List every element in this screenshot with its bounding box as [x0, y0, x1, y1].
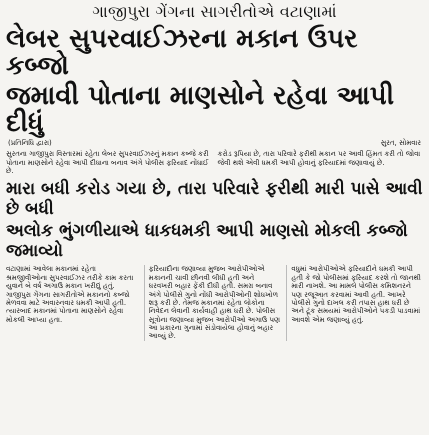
lead-column-1: સુરતના ગાજીપુરા વિસ્તારમાં રહેતા લેબર સુપરવાઈઝરનું મકાન કબ્જે કરી પોતાના માણસોને રહેવા આપી દીધાના બનાવ અંગે પોલીસ ફરિયાદ નોંધાઈ છે.	[6, 150, 209, 175]
subheadline-2: અલોક ભુંગળીયાએ ધાકધમકી આપી માણસો મોકલી કબ્જો જમાવ્યો	[6, 221, 408, 262]
body-column-2	[144, 265, 281, 341]
body-column-3	[286, 265, 423, 341]
main-headline-line-2: જમાવી પોતાના માણસોને રહેવા આપી દીધું	[6, 80, 395, 138]
body-text: ફરિયાદીના જણાવ્યા મુજબ આરોપીઓએ મકાનની ચાવી છીનવી લીધી હતી અને ઘરવખરી બહાર ફેંકી દીધી હતી. સમગ્ર બનાવ અંગે પોલીસે ગુનો નોંધી આરોપીઓની શોધખોળ શરૂ કરી છે. તેમજ મકાનમાં રહેતા લોકોના નિવેદન લેવાની કાર્યવાહી હાથ ધરી છે. પોલીસ સૂત્રોના જણાવ્યા મુજબ આરોપીઓ અગાઉ પણ આ પ્રકારના ગુનામાં સંડોવાયેલા હોવાનું બહાર આવ્યું છે.	[148, 265, 281, 341]
body-text: વટાણામાં આવેલા મકાનમાં રહેતા શ્રમજીવીઓના સુપરવાઈઝર તરીકે કામ કરતા યુવાને બે વર્ષ અગાઉ મકાન ખરીદ્યું હતું. ગાજીપુરા ગેંગના સાગરીતોએ મકાનનો કબ્જો મેળવવા માટે અવારનવાર ધમકી આપી હતી. ત્યારબાદ મકાનમાં પોતાના માણસોને રહેવા મોકલી આપ્યા હતા.	[6, 265, 134, 324]
kicker-headline: ગાજીપુરા ગેંગના સાગરીતોએ વટાણામાં	[92, 2, 337, 21]
lead-paragraphs	[6, 150, 423, 175]
body-text: વધુમાં આરોપીઓએ ફરિયાદીને ધમકી આપી હતી કે જો પોલીસમાં ફરિયાદ કરશે તો જાનથી મારી નાખશે. આ મામલે પોલીસ કમિશનરને પણ રજૂઆત કરવામાં આવી હતી. આખરે પોલીસે ગુનો દાખલ કરી તપાસ હાથ ધરી છે અને ટૂંક સમયમાં આરોપીઓને પકડી પાડવામાં આવશે એમ જણાવ્યું હતું.	[291, 265, 421, 324]
main-headline-line-1: લેબર સુપરવાઈઝરના મકાન ઉપર કબ્જો	[6, 24, 358, 82]
body-column-1	[6, 265, 138, 341]
lead-column-2: કરોડ રૂપિયા છે, તારા પરિવારે ફરીથી મકાન પર આવી હિંમત કરી તો જોવા જેવી થશે એવી ધમકી આપી હોવાનું ફરિયાદમાં જણાવાયું છે.	[217, 150, 421, 167]
byline-dateline: સુરત, સોમવાર	[380, 139, 421, 148]
article-body	[6, 265, 423, 341]
byline-reporter: (પ્રતિનિધિ દ્વારા)	[8, 139, 52, 148]
subheadline-1: મારા બધી કરોડ ગયા છે, તારા પરિવારે ફરીથી મારી પાસે આવી છે બધી	[6, 179, 423, 220]
byline	[8, 139, 421, 148]
